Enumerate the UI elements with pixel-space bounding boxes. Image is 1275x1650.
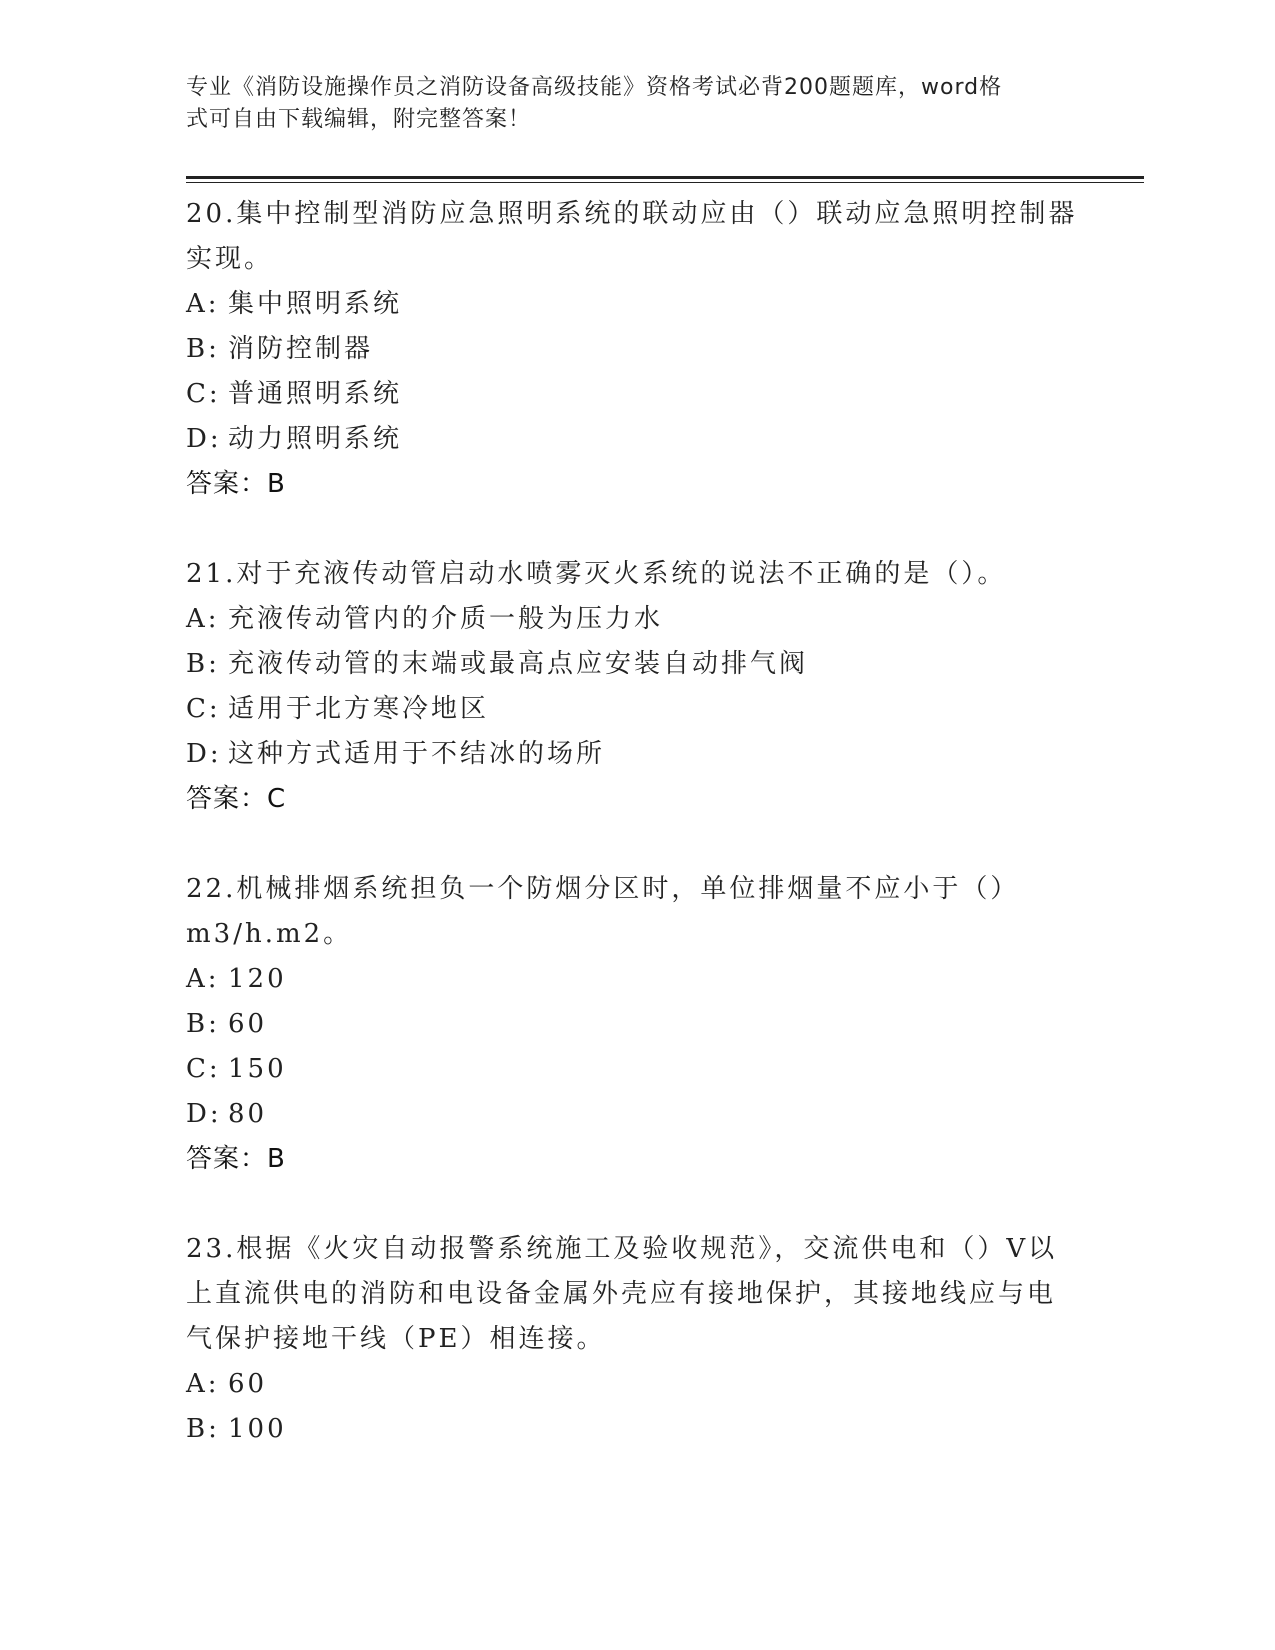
option-text: 集中照明系统 <box>228 289 403 319</box>
question-20 <box>186 192 1086 507</box>
option-text: 充液传动管内的介质一般为压力水 <box>228 604 664 634</box>
option-text: 适用于北方寒冷地区 <box>228 694 490 724</box>
question-list <box>186 192 1086 1452</box>
option-c <box>186 372 1086 417</box>
option-c <box>186 687 1086 732</box>
option-label: D: <box>186 1099 222 1129</box>
option-b <box>186 327 1086 372</box>
question-stem-line: 上直流供电的消防和电设备金属外壳应有接地保护，其接地线应与电 <box>186 1279 1057 1309</box>
option-label: B: <box>186 1414 220 1444</box>
question-22 <box>186 867 1086 1182</box>
header-rule-thin <box>186 182 1144 183</box>
option-text: 这种方式适用于不结冰的场所 <box>228 739 606 769</box>
question-stem-line: 实现。 <box>186 244 274 274</box>
question-21 <box>186 552 1086 822</box>
option-text: 120 <box>228 964 287 994</box>
option-d <box>186 417 1086 462</box>
question-stem-line: 20.集中控制型消防应急照明系统的联动应由（）联动应急照明控制器 <box>186 199 1078 229</box>
option-label: D: <box>186 424 222 454</box>
option-b <box>186 1002 1086 1047</box>
option-label: B: <box>186 1009 220 1039</box>
option-b <box>186 1407 1086 1452</box>
header-line-2: 式可自由下载编辑，附完整答案！ <box>186 107 532 132</box>
question-stem-line: 23.根据《火灾自动报警系统施工及验收规范》，交流供电和（）V以 <box>186 1234 1058 1264</box>
option-label: A: <box>186 964 220 994</box>
option-c <box>186 1047 1086 1092</box>
option-label: C: <box>186 1054 221 1084</box>
option-d <box>186 732 1086 777</box>
answer-line: 答案：B <box>186 469 286 499</box>
option-b <box>186 642 1086 687</box>
question-stem-line: 22.机械排烟系统担负一个防烟分区时，单位排烟量不应小于（） <box>186 874 1020 904</box>
question-stem-line: 21.对于充液传动管启动水喷雾灭火系统的说法不正确的是（）。 <box>186 559 1007 589</box>
option-text: 充液传动管的末端或最高点应安装自动排气阀 <box>228 649 809 679</box>
option-label: A: <box>186 1369 220 1399</box>
header-rule-thick <box>186 176 1144 179</box>
option-label: C: <box>186 694 221 724</box>
option-label: A: <box>186 604 220 634</box>
option-label: C: <box>186 379 221 409</box>
option-text: 80 <box>228 1099 268 1129</box>
document-header <box>186 72 1066 136</box>
question-stem-line: m3/h.m2。 <box>186 919 353 949</box>
option-text: 普通照明系统 <box>228 379 403 409</box>
option-text: 60 <box>228 1369 268 1399</box>
question-23 <box>186 1227 1086 1452</box>
question-stem-line: 气保护接地干线（PE）相连接。 <box>186 1324 606 1354</box>
option-a <box>186 1362 1086 1407</box>
option-text: 动力照明系统 <box>228 424 403 454</box>
option-text: 100 <box>228 1414 287 1444</box>
option-label: A: <box>186 289 220 319</box>
option-a <box>186 282 1086 327</box>
header-line-1: 专业《消防设施操作员之消防设备高级技能》资格考试必背200题题库，word格 <box>186 75 1003 100</box>
option-text: 150 <box>228 1054 287 1084</box>
option-label: D: <box>186 739 222 769</box>
option-a <box>186 597 1086 642</box>
option-a <box>186 957 1086 1002</box>
answer-line: 答案：C <box>186 784 287 814</box>
option-d <box>186 1092 1086 1137</box>
option-text: 60 <box>228 1009 268 1039</box>
option-label: B: <box>186 649 220 679</box>
option-label: B: <box>186 334 220 364</box>
answer-line: 答案：B <box>186 1144 286 1174</box>
option-text: 消防控制器 <box>228 334 374 364</box>
